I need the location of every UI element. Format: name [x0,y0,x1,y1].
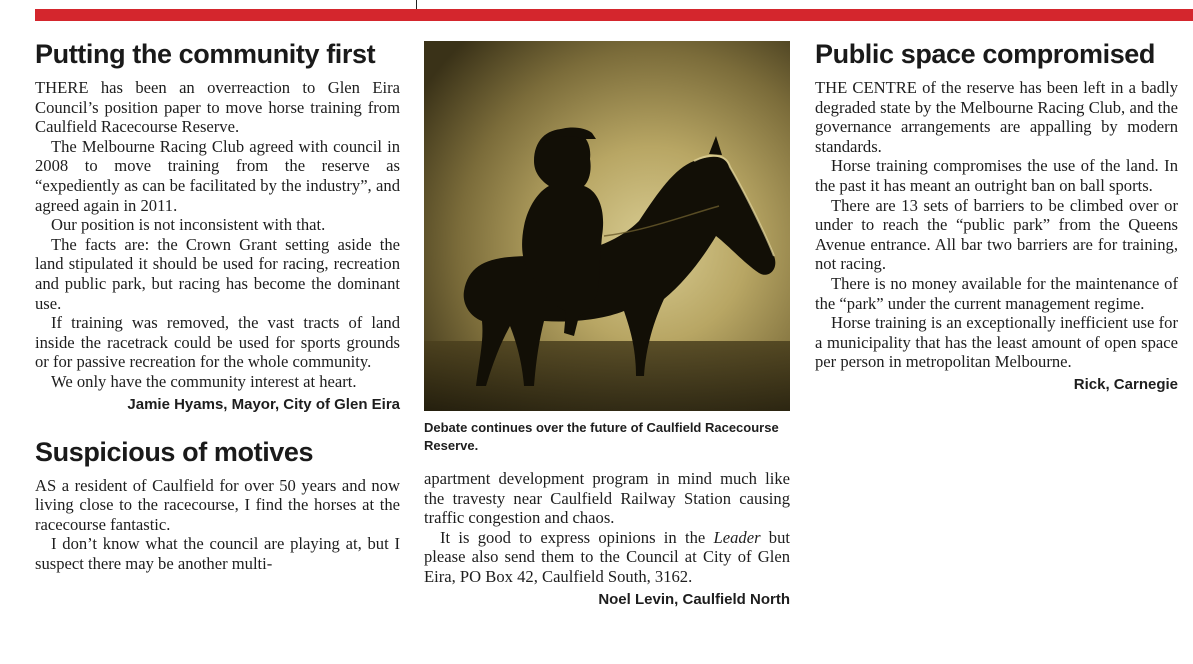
letter-paragraph: THE CENTRE of the reserve has been left in a badly degraded state by the Melbourne Racing Club, and the governance arrangements are appalling by modern standards. [815,78,1178,156]
signature: Rick, Carnegie [1073,375,1178,393]
letter-paragraph: There is no money available for the maintenance of the “park” under the current management regime. [815,273,1178,313]
letter-public-space-compromised [815,38,1178,394]
section-header-bar [35,9,1193,21]
letter-paragraph: If training was removed, the vast tracts of land inside the racetrack could be used for sports grounds or for passive recreation for the whole community. [35,313,400,372]
letter-paragraph: There are 13 sets of barriers to be climbed over or under to reach the “public park” from the Queens Avenue entrance. All bar two barriers are for training, not racing. [815,195,1178,274]
letter-paragraph: THERE has been an overreaction to Glen Eira Council’s position paper to move horse training from Caulfield Racecourse Reserve. [35,78,400,137]
letter-paragraph: The facts are: the Crown Grant setting aside the land stipulated it should be used for racing, recreation and public park, but racing has become the dominant use. [35,234,400,313]
letter-paragraph: AS a resident of Caulfield for over 50 years and now living close to the racecourse, I find the horses at the racecourse fantastic. [35,475,400,534]
letter-paragraph: I don’t know what the council are playing at, but I suspect there may be another multi- [35,534,400,573]
letter-paragraph: apartment development program in mind much like the travesty near Caulfield Railway Station causing traffic congestion and chaos. [424,469,790,528]
paragraph-text: but please also send them to the Council at City of Glen Eira, PO Box 42, Caulfield South, 3162. [424,527,790,586]
letter-paragraph: We only have the community interest at heart. [51,371,357,391]
newspaper-name: Leader [713,527,761,547]
signature: Noel Levin, Caulfield North [598,590,790,608]
letter-putting-community-first [35,38,400,414]
headline: Putting the community first [35,39,376,69]
column-left [35,38,400,573]
signature: Jamie Hyams, Mayor, City of Glen Eira [127,395,400,413]
headline: Suspicious of motives [35,436,314,467]
letter-paragraph: Horse training compromises the use of the land. In the past it has meant an outright ban on ball sports. [815,156,1178,195]
letter-suspicious-of-motives [35,436,400,574]
letter-paragraph: The Melbourne Racing Club agreed with council in 2008 to move training from the reserve as “expediently as can be facilitated by the industry”, and agreed again in 2011. [35,136,400,215]
paragraph-text: It is good to express opinions in the [440,527,714,547]
horse-rider-photo [424,41,790,411]
photo-figure [424,41,790,455]
column-middle [424,41,790,609]
letter-paragraph: Horse training is an exceptionally inefficient use for a municipality that has the least amount of open space per person in metropolitan Melbourne. [815,313,1178,372]
header-divider [416,0,417,9]
letter-paragraph: Our position is not inconsistent with that. [51,215,326,235]
photo-caption: Debate continues over the future of Caulfield Racecourse Reserve. [424,420,779,453]
letter-paragraph [424,528,790,587]
column-right [815,38,1178,394]
headline: Public space compromised [815,39,1156,69]
letter-suspicious-continued [424,469,790,609]
